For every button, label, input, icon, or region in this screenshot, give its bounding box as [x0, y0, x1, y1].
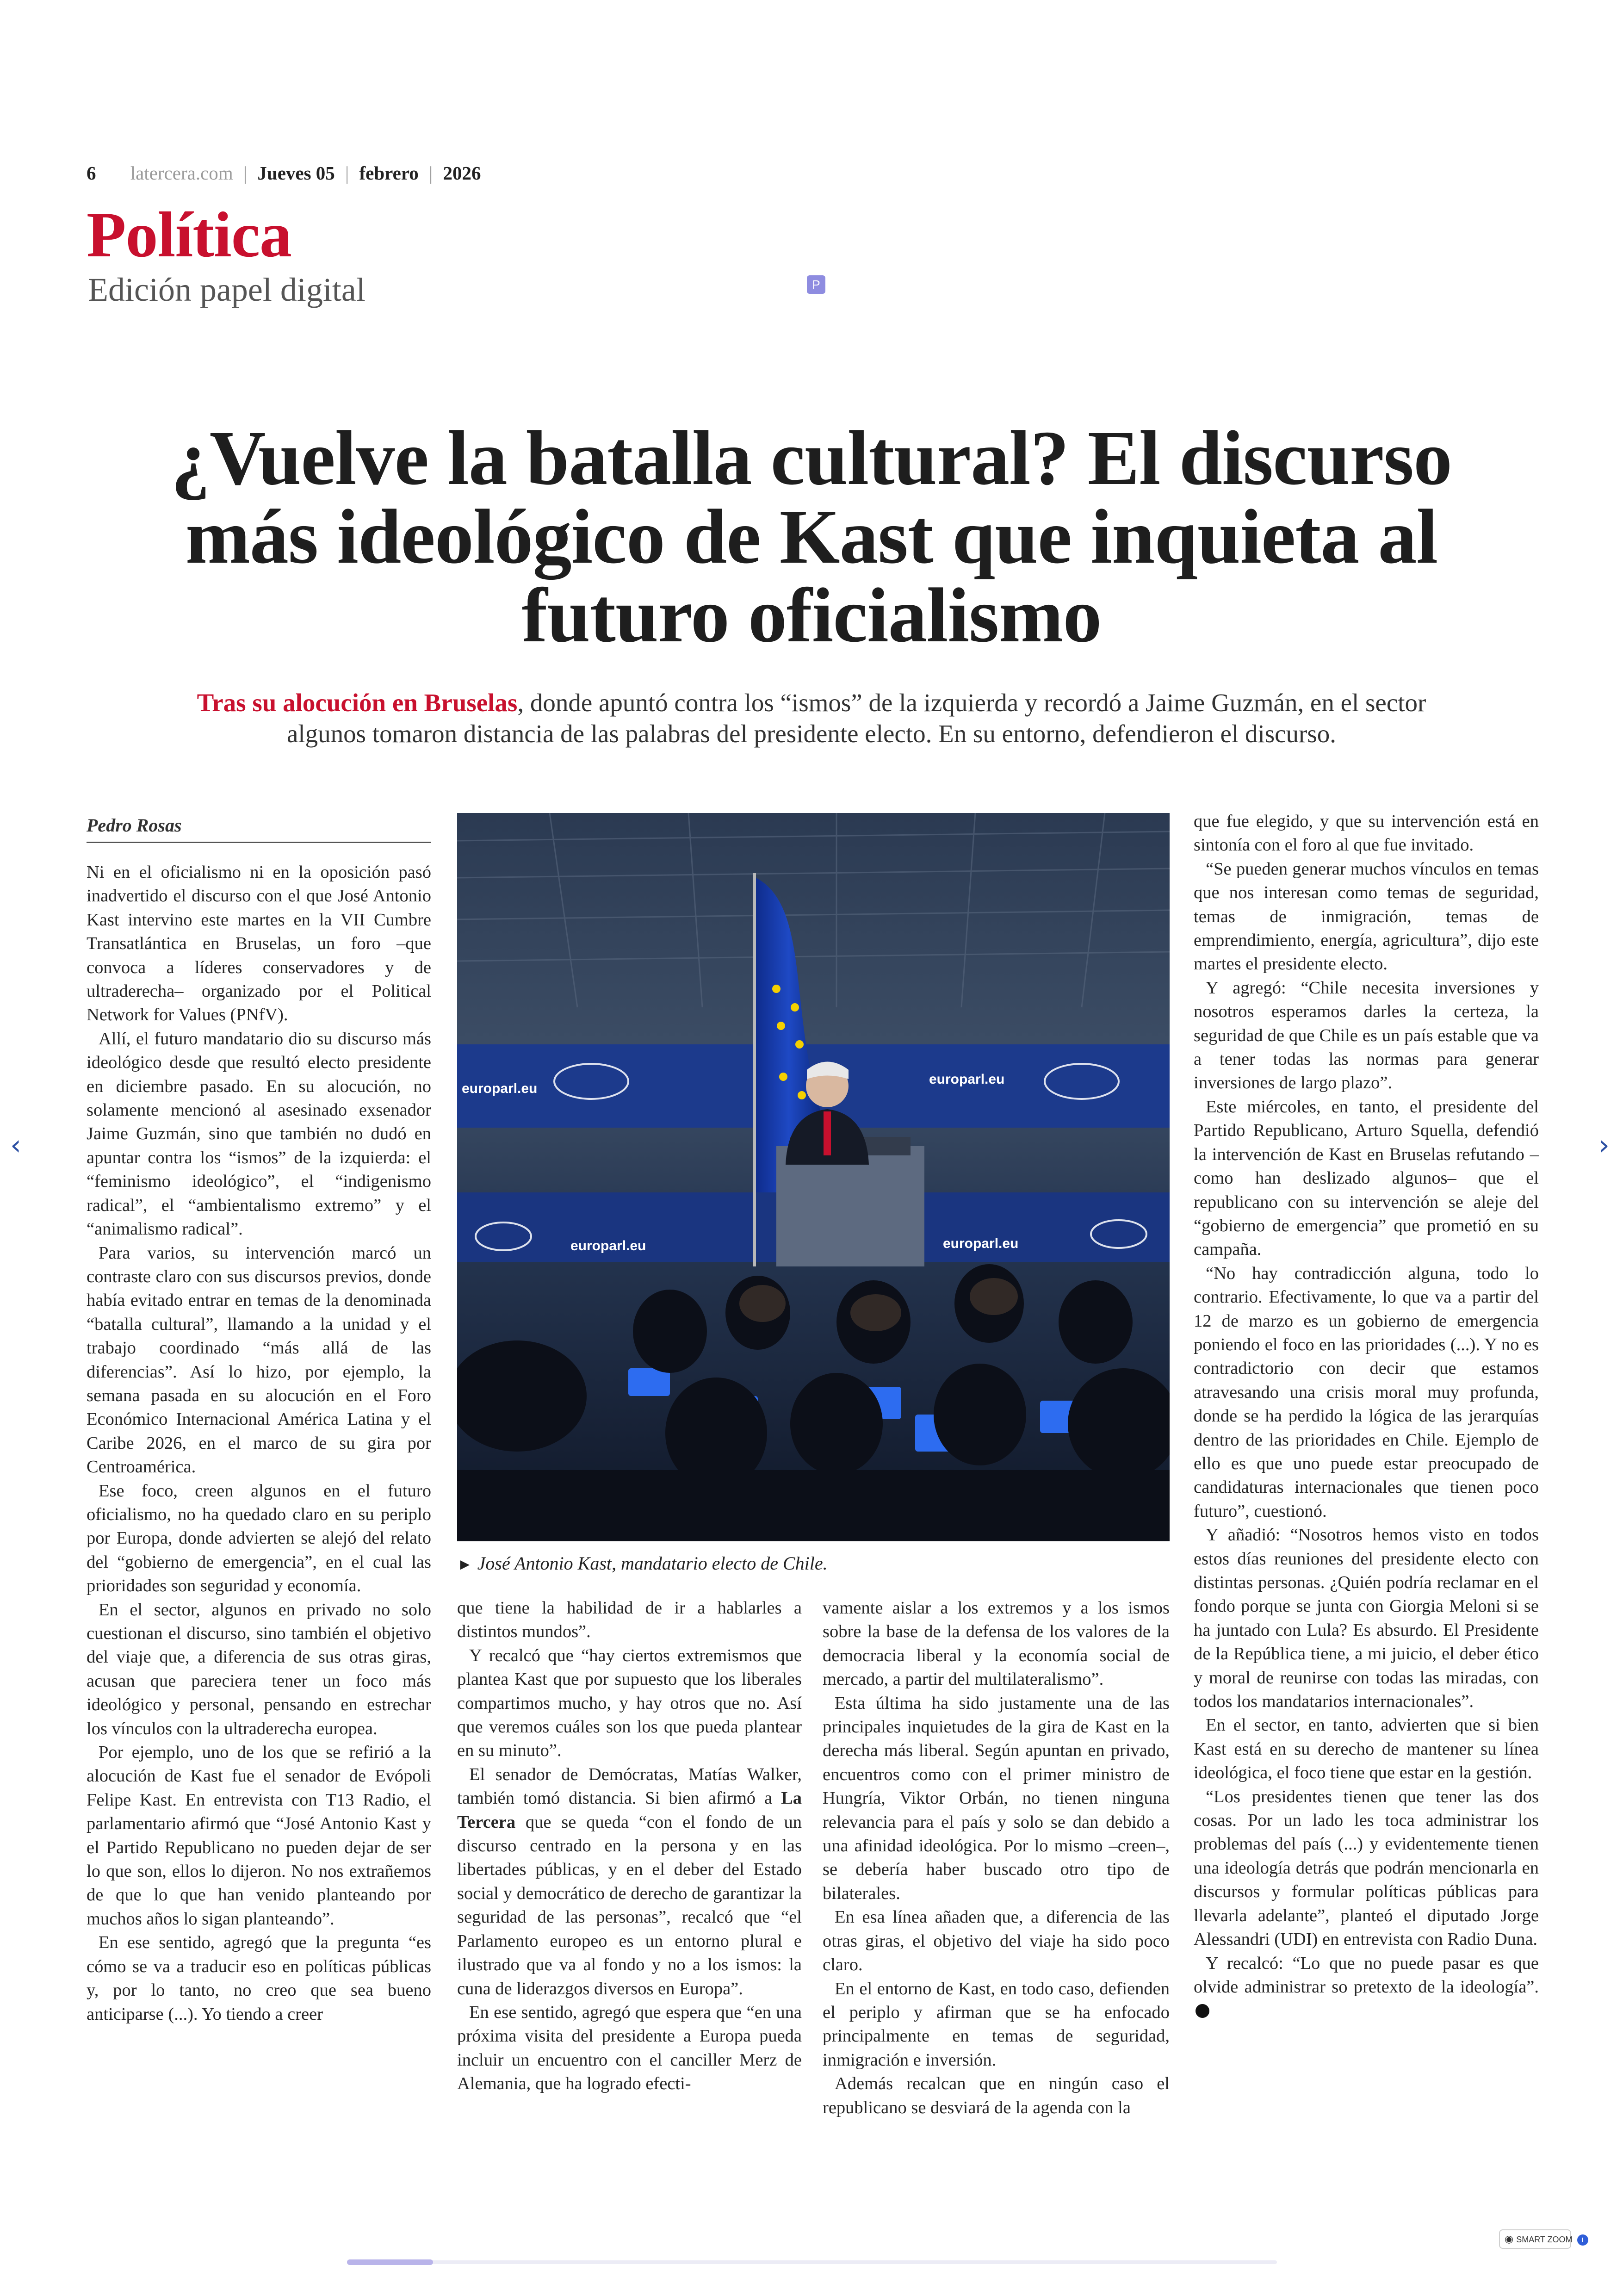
deck	[111, 687, 1512, 749]
article-column-3	[823, 1596, 1170, 2120]
smart-zoom-label: SMART ZOOM	[1516, 2235, 1573, 2244]
deck-text: , donde apuntó contra los “ismos” de la izquierda y recordó a Jaime Guzmán, en el sector	[517, 689, 1426, 717]
deck-lead: Tras su alocución en Bruselas	[197, 689, 518, 717]
page-number: 6	[87, 162, 96, 184]
paragraph-text: El senador de Demócratas, Matías Walker, también tomó distancia. Si bien afirmó a	[457, 1764, 802, 1808]
newspaper-name: La Tercera	[457, 1788, 802, 1832]
date-month: febrero	[359, 162, 419, 184]
date-year: 2026	[443, 162, 481, 184]
end-mark-icon	[1196, 2004, 1209, 2018]
paragraph: que fue elegido, y que su intervención está en sintonía con el foro al que fue invitado.	[1194, 812, 1539, 855]
paragraph-text: Y recalcó: “Lo que no puede pasar es que olvide administrar so pretexto de la ideología”.	[1194, 1953, 1539, 1997]
deck-text: algunos tomaron distancia de las palabras del presidente electo. En su entorno, defendieron el discurso.	[286, 720, 1337, 748]
paragraph: Y añadió: “Nosotros hemos visto en todos estos días reuniones del presidente electo con distintas personas. ¿Quién podría reclamar en el fondo porque se junta con Giorgia Meloni si se ha juntado con Lula? Es absurdo. El Presidente de la República tiene, a mi juicio, el deber ético y moral de reunirse con todas las miradas, con todos los mandatarios internacionales”.	[1194, 1525, 1539, 1712]
paragraph	[1194, 1952, 1539, 2023]
paragraph: Y recalcó que “hay ciertos extremismos que plantea Kast que por supuesto que los liberales compartimos mucho, y hay otros que no. Así que veremos cuáles son los que pueda plantear en su minuto”.	[457, 1645, 802, 1761]
photo-sign: europarl.eu	[570, 1238, 646, 1253]
site-name: latercera.com	[130, 162, 233, 184]
photo-caption	[457, 1552, 828, 1574]
photo-sign: europarl.eu	[462, 1081, 538, 1096]
eye-icon: ◉	[1505, 2233, 1514, 2245]
headline-line: futuro oficialismo	[521, 572, 1102, 658]
info-badge: i	[1577, 2234, 1588, 2246]
edition-label: Edición papel digital	[88, 271, 365, 308]
separator: |	[243, 162, 248, 184]
paragraph-text: que se queda “con el fondo de un discurso centrado en la persona y en las libertades públicas, y en el deber del Estado social y democrático de derecho de garantizar la seguridad de las personas”, recalcó que “el Parlamento europeo es un entorno plural e ilustrado que va al fondo y no a los ismos: la cuna de liderazgos diversos en Europa”.	[457, 1812, 802, 1998]
paragraph: Ni en el oficialismo ni en la oposición pasó inadvertido el discurso con el que José Antonio Kast intervino este martes en la VII Cumbre Transatlántica en Bruselas, un foro –que convoca a líderes conservadores y de ultraderecha– organizado por el Political Network for Values (PNfV).	[87, 863, 431, 1025]
article-column-4	[1194, 810, 1539, 2023]
paragraph: En ese sentido, agregó que espera que “en una próxima visita del presidente a Europa pueda incluir un encuentro con el canciller Merz de Alemania, que ha logrado efecti-	[457, 2002, 802, 2094]
paragraph	[457, 1763, 802, 2001]
next-page-button[interactable]: ›	[1598, 1129, 1610, 1161]
paragraph: Y agregó: “Chile necesita inversiones y nosotros esperamos darles la certeza, la seguridad de que Chile es un país estable que va a tener todas las normas para generar inversiones de largo plazo”.	[1194, 978, 1539, 1093]
separator: |	[429, 162, 433, 184]
prev-page-button[interactable]: ‹	[10, 1129, 21, 1161]
photo-sign: europarl.eu	[929, 1072, 1005, 1087]
page-scrollbar-thumb[interactable]	[347, 2259, 433, 2265]
headline-line: más ideológico de Kast que inquieta al	[185, 494, 1438, 580]
article-photo	[457, 813, 1170, 1541]
headline	[102, 415, 1521, 658]
paragraph: Para varios, su intervención marcó un contraste claro con sus discursos previos, donde había evitado entrar en temas de la denominada “batalla cultural”, llamando a la unidad y el trabajo coordinado “más allá de las diferencias”. Así lo hizo, por ejemplo, la semana pasada en su alocución en el Foro Económico Internacional América Latina y el Caribe 2026, en el marco de su gira por Centroamérica.	[87, 1243, 431, 1477]
section-title: Política	[87, 199, 291, 271]
paragraph: En el sector, algunos en privado no solo cuestionan el discurso, sino también el objetivo del viaje que, a diferencia de sus otras giras, acusan que pareciera tener un foco más ideológico y personal, pensando en estrechar los vínculos con la ultraderecha europea.	[87, 1600, 431, 1738]
paragraph: vamente aislar a los extremos y a los ismos sobre la base de la defensa de los valores de la democracia liberal y la economía social de mercado, a partir del multilateralismo”.	[823, 1598, 1170, 1689]
paragraph: Por ejemplo, uno de los que se refirió a la alocución de Kast fue el senador de Evópoli Felipe Kast. En entrevista con T13 Radio, el parlamentario afirmó que “José Antonio Kast y el Partido Republicano no pueden dejar de ser lo que son, ellos lo dijeron. No nos extrañemos de que lo que han venido planteando por muchos años lo sigan planteando”.	[87, 1743, 431, 1929]
paragraph: “Se pueden generar muchos vínculos en temas que nos interesan como temas de seguridad, temas de inmigración, temas de emprendimiento, energía, agricultura”, dijo este martes el presidente electo.	[1194, 859, 1539, 974]
date-day: Jueves 05	[257, 162, 335, 184]
smart-zoom-button[interactable]	[1499, 2229, 1584, 2249]
paragraph: que tiene la habilidad de ir a hablarles a distintos mundos”.	[457, 1598, 802, 1642]
caption-text: José Antonio Kast, mandatario electo de Chile.	[477, 1553, 828, 1574]
tag-icon[interactable]: P	[807, 275, 825, 294]
separator: |	[345, 162, 349, 184]
paragraph: Esta última ha sido justamente una de las principales inquietudes de la gira de Kast en la derecha más liberal. Según apuntan en privado, encuentros como con el primer ministro de Hungría, Viktor Orbán, no tienen ninguna relevancia para el país y solo se dan debido a una afinidad ideológica. Por lo mismo –creen–, se debería haber buscado otro tipo de bilaterales.	[823, 1693, 1170, 1903]
paragraph: “No hay contradicción alguna, todo lo contrario. Efectivamente, lo que va a partir del 12 de marzo es un gobierno de emergencia poniendo el foco en las prioridades (...). Y no es contradictorio con decir que estamos atravesando una crisis moral muy profunda, donde se ha perdido la lógica de las jerarquías dentro de las prioridades en Chile. Ejemplo de ello es que uno puede estar preocupado de candidaturas internacionales que tienen poco futuro”, cuestionó.	[1194, 1263, 1539, 1521]
paragraph: Allí, el futuro mandatario dio su discurso más ideológico desde que resultó electo presidente en diciembre pasado. En su alocución, no solamente mencionó al asesinado exsenador Jaime Guzmán, sino que también no dudó en apuntar contra los “ismos” de la izquierda: el “feminismo ideológico”, el “indigenismo radical”, el “ambientalismo extremo” y el “animalismo radical”.	[87, 1029, 431, 1239]
byline: Pedro Rosas	[87, 814, 431, 843]
article-column-2	[457, 1596, 802, 2096]
paragraph: Este miércoles, en tanto, el presidente del Partido Republicano, Arturo Squella, defendió la intervención de Kast en Bruselas refutando –como han deslizado algunos– que el republicano con su intervención se aleje del “gobierno de emergencia” que prometió en su campaña.	[1194, 1097, 1539, 1260]
paragraph: Ese foco, creen algunos en el futuro oficialismo, no ha quedado claro en su periplo por Europa, donde advierten se alejó del relato del “gobierno de emergencia”, en el cual las prioridades son seguridad y economía.	[87, 1481, 431, 1596]
paragraph: En esa línea añaden que, a diferencia de las otras giras, el objetivo del viaje ha sido poco claro.	[823, 1907, 1170, 1975]
paragraph: Además recalcan que en ningún caso el republicano se desviará de la agenda con la	[823, 2074, 1170, 2117]
paragraph: En el entorno de Kast, en todo caso, defienden el periplo y afirman que se ha enfocado principalmente en temas de seguridad, inmigración e inversión.	[823, 1979, 1170, 2070]
page-scrollbar-track[interactable]	[347, 2260, 1277, 2264]
photo-sign: europarl.eu	[943, 1236, 1019, 1251]
article-column-1	[87, 861, 431, 2026]
headline-line: ¿Vuelve la batalla cultural? El discurso	[171, 415, 1452, 501]
dateline	[87, 162, 481, 184]
paragraph: “Los presidentes tienen que tener las dos cosas. Por un lado les toca administrar los problemas del país (...) y evidentemente tienen una ideología detrás que podrán mencionarla en discursos y formular políticas públicas para llevarla adelante”, planteó el diputado Jorge Alessandri (UDI) en entrevista con Radio Duna.	[1194, 1787, 1539, 1949]
photo-illustration	[457, 813, 1170, 1541]
caption-arrow-icon: ►	[457, 1556, 473, 1573]
paragraph: En ese sentido, agregó que la pregunta “es cómo se va a traducir eso en políticas públicas y, por lo tanto, no creo que sea bueno anticiparse (...). Yo tiendo a creer	[87, 1933, 431, 2024]
paragraph: En el sector, en tanto, advierten que si bien Kast está en su derecho de mantener su línea ideológica, el foco tiene que estar en la gestión.	[1194, 1715, 1539, 1783]
